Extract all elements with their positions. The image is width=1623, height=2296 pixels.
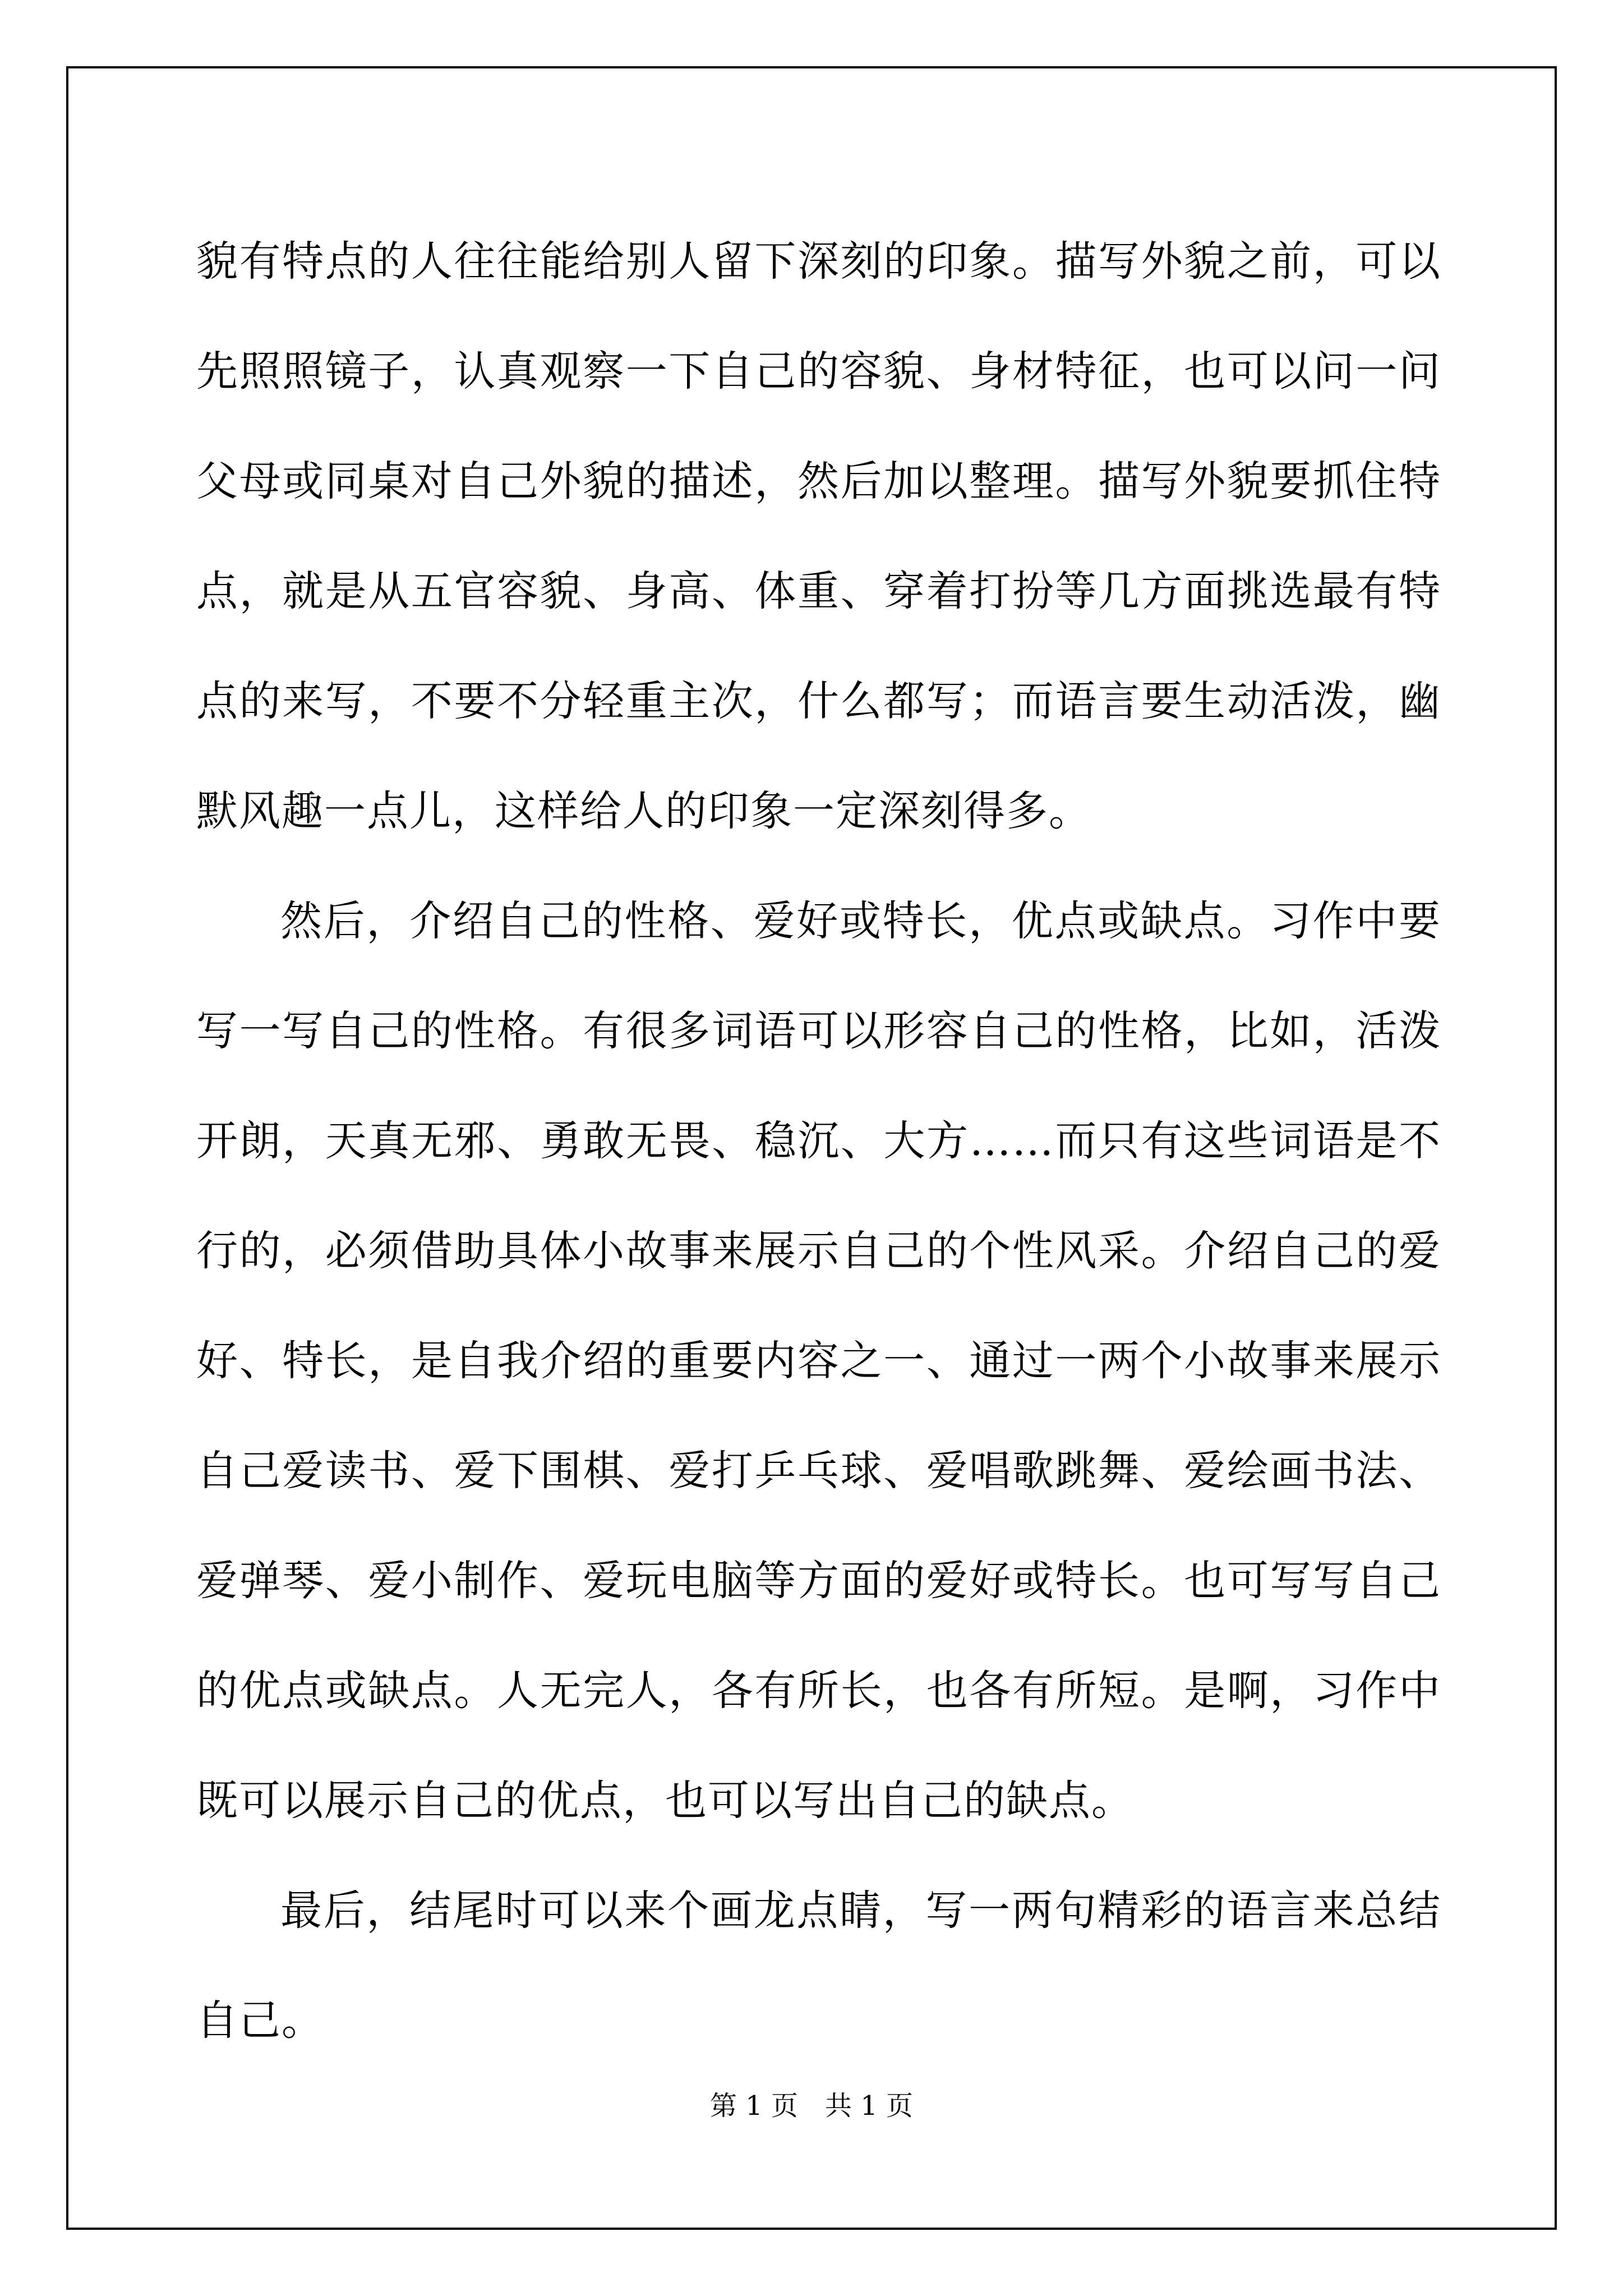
paragraph-conclusion: 最后，结尾时可以来个画龙点睛，写一两句精彩的语言来总结自己。 <box>196 1887 1441 2045</box>
page-number-footer: 第 1 页 共 1 页 <box>709 2090 914 2122</box>
document-body <box>196 206 1441 2076</box>
paragraph-appearance: 貌有特点的人往往能给别人留下深刻的印象。描写外貌之前，可以先照照镜子，认真观察一下自己的容貌、身材特征，也可以问一问父母或同桌对自己外貌的描述，然后加以整理。描写外貌要抓住特点，就是从五官容貌、身高、体重、穿着打扮等几方面挑选最有特点的来写，不要不分轻重主次，什么都写；而语言要生动活泼，幽默风趣一点儿，这样给人的印象一定深刻得多。 <box>196 237 1441 835</box>
paragraph-personality: 然后，介绍自己的性格、爱好或特长，优点或缺点。习作中要写一写自己的性格。有很多词语可以形容自己的性格，比如，活泼开朗，天真无邪、勇敢无畏、稳沉、大方……而只有这些词语是不行的，必须借助具体小故事来展示自己的个性风采。介绍自己的爱好、特长，是自我介绍的重要内容之一、通过一两个小故事来展示自己爱读书、爱下围棋、爱打乒乓球、爱唱歌跳舞、爱绘画书法、爱弹琴、爱小制作、爱玩电脑等方面的爱好或特长。也可写写自己的优点或缺点。人无完人，各有所长，也各有所短。是啊，习作中既可以展示自己的优点，也可以写出自己的缺点。 <box>196 897 1441 1825</box>
